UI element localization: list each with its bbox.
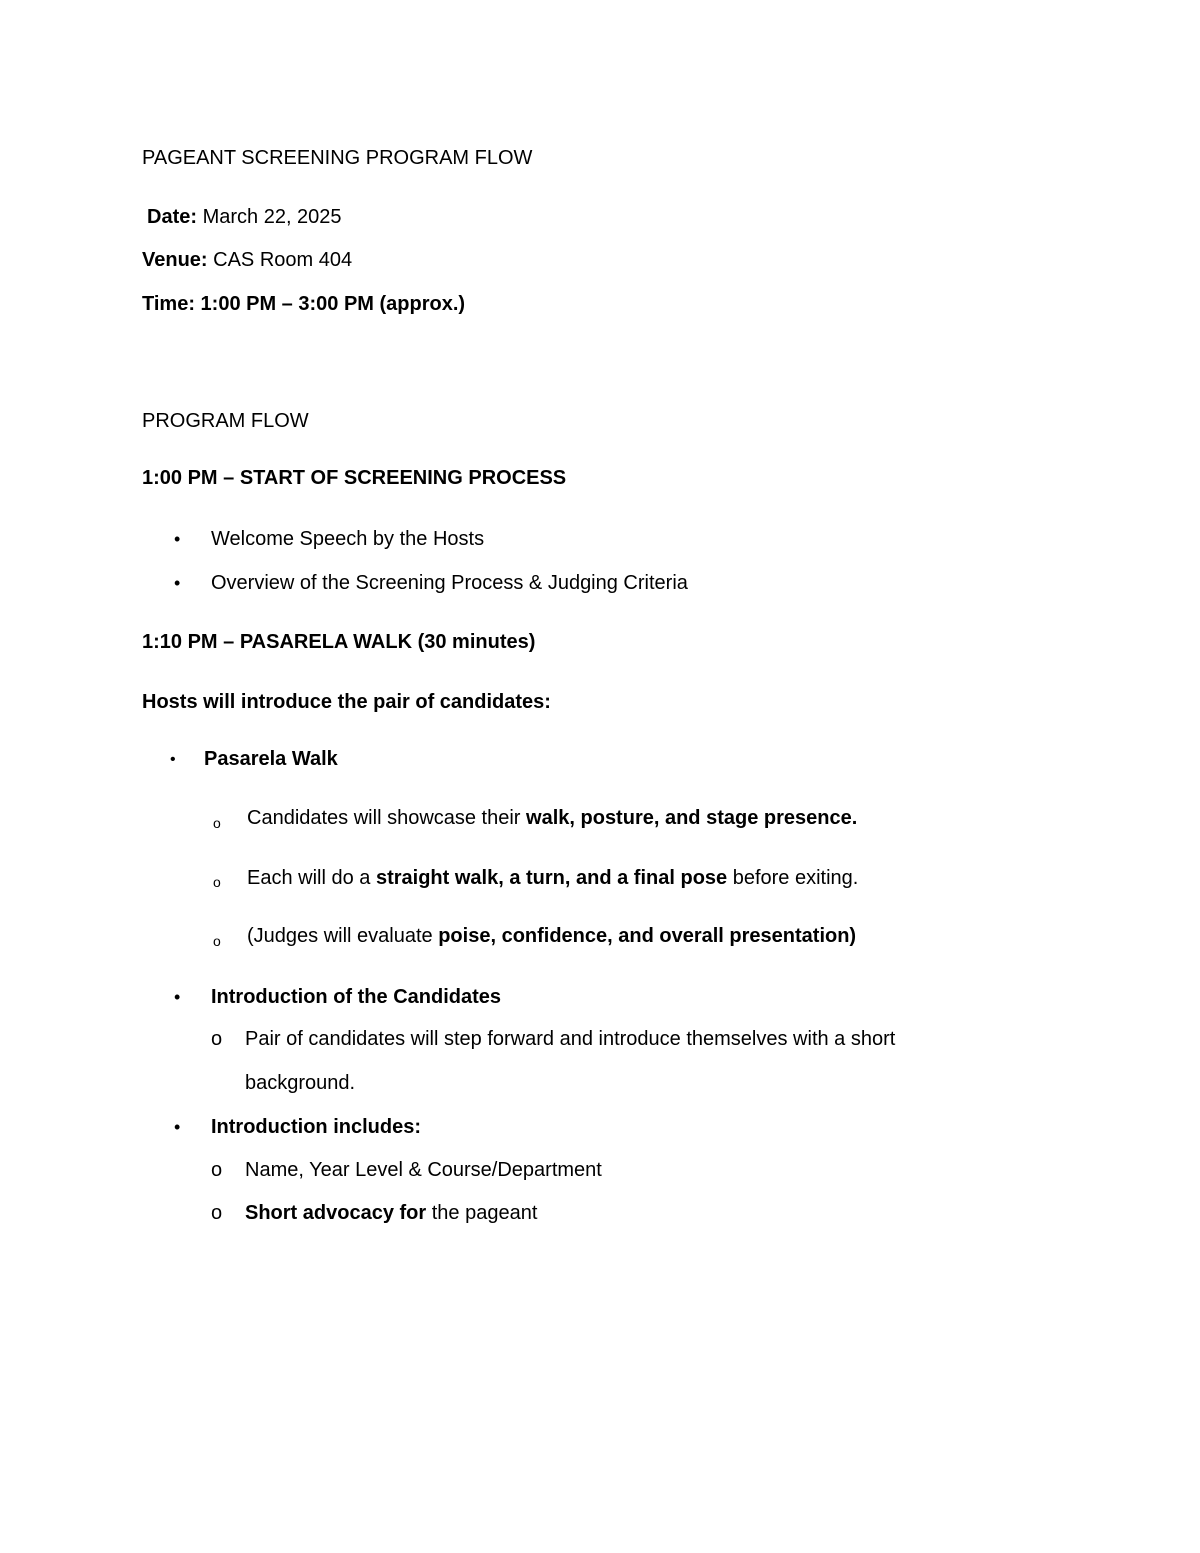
intro-includes-label: Introduction includes: — [211, 1116, 421, 1138]
section1-heading: 1:00 PM – START OF SCREENING PROCESS — [142, 467, 567, 489]
intro-candidates-sub-line2: background. — [245, 1072, 356, 1094]
bullet-icon: • — [170, 751, 176, 768]
pasarela-walk-label: Pasarela Walk — [204, 748, 338, 770]
section1-item-2: Overview of the Screening Process & Judging Criteria — [211, 572, 688, 594]
venue-value: CAS Room 404 — [213, 249, 353, 271]
section1-item-1: Welcome Speech by the Hosts — [211, 528, 485, 550]
sub-bullet-icon: o — [213, 874, 221, 890]
pasarela-sub-1 — [247, 806, 857, 830]
date-value: March 22, 2025 — [202, 206, 342, 228]
pasarela-sub-1-text: Candidates will showcase their — [247, 807, 527, 829]
pasarela-sub-1-bold: walk, posture, and stage presence. — [526, 807, 858, 829]
sub-bullet-icon: o — [211, 1159, 223, 1181]
intro-includes-sub-2 — [245, 1201, 537, 1225]
date-label: Date: — [147, 206, 198, 228]
section2-heading: 1:10 PM – PASARELA WALK (30 minutes) — [142, 631, 536, 653]
bullet-icon: • — [174, 1117, 181, 1137]
document-title: PAGEANT SCREENING PROGRAM FLOW — [142, 147, 533, 169]
venue-line — [142, 248, 352, 272]
sub-bullet-icon: o — [211, 1028, 223, 1050]
bullet-icon: • — [174, 573, 181, 593]
venue-label: Venue: — [142, 249, 208, 271]
section2-intro: Hosts will introduce the pair of candidates: — [142, 691, 551, 713]
sub-bullet-icon: o — [213, 933, 221, 949]
intro-candidates-sub-line1: Pair of candidates will step forward and introduce themselves with a short — [245, 1028, 896, 1050]
pasarela-sub-2-post: before exiting. — [727, 867, 859, 889]
date-line — [147, 205, 342, 229]
pasarela-sub-2-text: Each will do a — [247, 867, 376, 889]
time-line: Time: 1:00 PM – 3:00 PM (approx.) — [142, 293, 466, 315]
intro-includes-sub-2-text: the pageant — [426, 1202, 538, 1224]
pasarela-sub-3-bold: poise, confidence, and overall presentation) — [438, 925, 857, 947]
program-heading: PROGRAM FLOW — [142, 410, 309, 432]
pasarela-sub-2 — [247, 866, 858, 890]
intro-candidates-label: Introduction of the Candidates — [211, 986, 501, 1008]
sub-bullet-icon: o — [211, 1202, 223, 1224]
bullet-icon: • — [174, 987, 181, 1007]
pasarela-sub-2-bold: straight walk, a turn, and a final pose — [375, 867, 728, 889]
pasarela-sub-3 — [247, 924, 856, 948]
bullet-icon: • — [174, 529, 181, 549]
intro-includes-sub-1: Name, Year Level & Course/Department — [245, 1159, 602, 1181]
pasarela-sub-3-text: (Judges will evaluate — [247, 925, 439, 947]
sub-bullet-icon: o — [213, 815, 221, 831]
intro-includes-sub-2-bold: Short advocacy for — [245, 1202, 427, 1224]
